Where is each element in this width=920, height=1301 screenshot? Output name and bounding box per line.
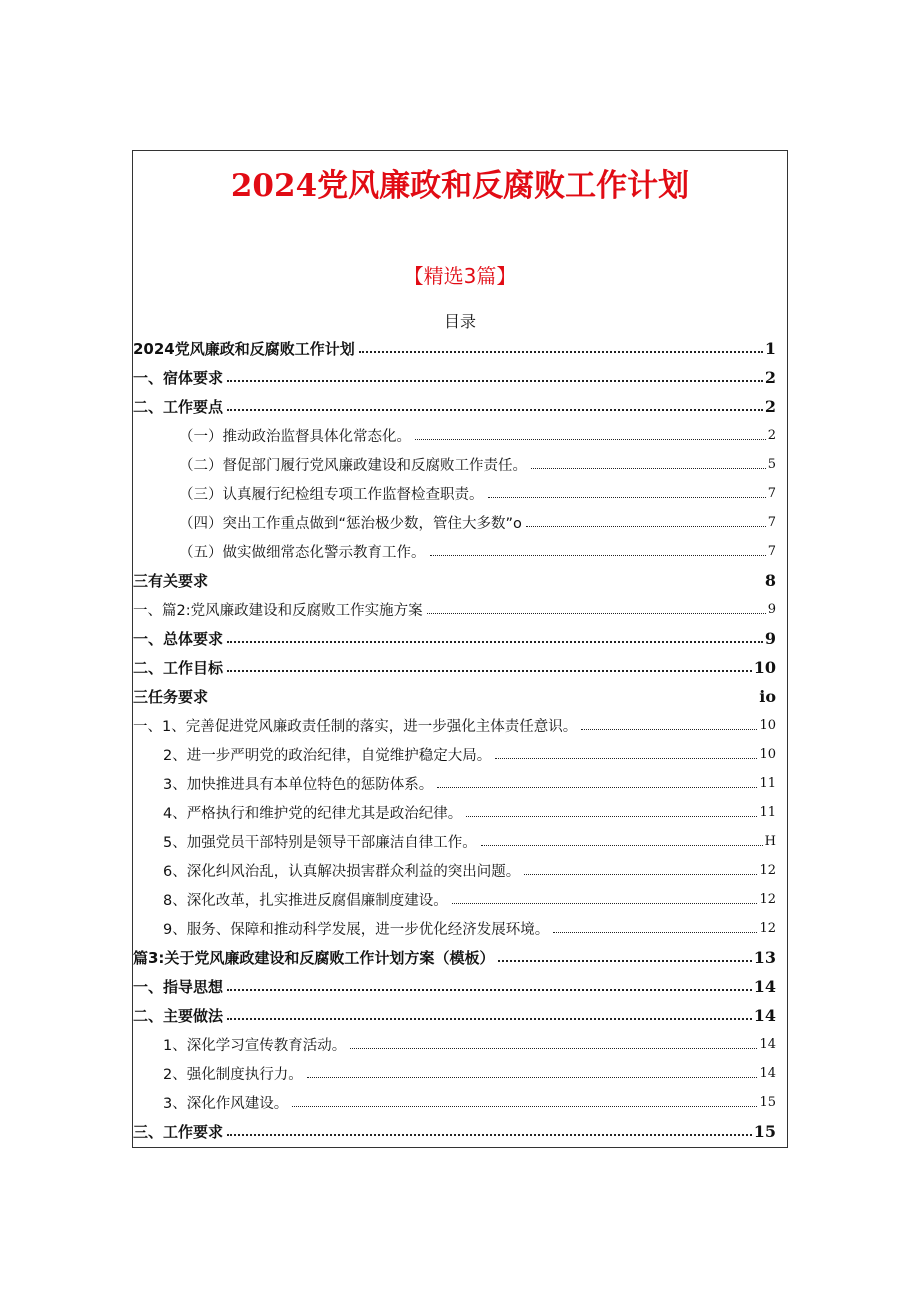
- toc-entry[interactable]: [133, 479, 776, 508]
- toc-entry[interactable]: [133, 624, 776, 653]
- toc-entry[interactable]: [133, 798, 776, 827]
- toc-entry-page: 10: [759, 718, 776, 733]
- toc-entry[interactable]: [133, 1088, 776, 1117]
- dot-leader: [227, 1005, 752, 1020]
- toc-entry[interactable]: [133, 595, 776, 624]
- toc-entry-title: 一、1、完善促进党风廉政责任制的落实，进一步强化主体责任意识。: [133, 719, 578, 735]
- toc-entry[interactable]: [133, 508, 776, 537]
- table-of-contents: [133, 334, 776, 1146]
- toc-entry[interactable]: [133, 711, 776, 740]
- toc-entry-title: 一、篇2:党风廉政建设和反腐败工作实施方案: [133, 603, 423, 619]
- toc-entry-title: 3、加快推进具有本单位特色的惩防体系。: [163, 777, 434, 793]
- toc-entry-page: 13: [753, 948, 776, 967]
- toc-entry-title: 2、强化制度执行力。: [163, 1067, 303, 1083]
- toc-entry-title: 9、服务、保障和推动科学发展，进一步优化经济发展环境。: [163, 922, 550, 938]
- dot-leader: [427, 600, 766, 614]
- toc-entry-title: （三）认真履行纪检组专项工作监督检查职责。: [179, 487, 484, 503]
- dot-leader: [466, 803, 757, 817]
- toc-entry-page: 14: [753, 977, 776, 996]
- toc-entry-title: （二）督促部门履行党风廉政建设和反腐败工作责任。: [179, 458, 527, 474]
- toc-entry-title: 2、进一步严明党的政治纪律，自觉维护稳定大局。: [163, 748, 492, 764]
- toc-entry-page: 15: [753, 1122, 776, 1141]
- toc-entry[interactable]: [133, 421, 776, 450]
- toc-entry-title: （四）突出工作重点做到“惩治极少数，管住大多数”o: [179, 516, 522, 532]
- toc-entry-title: 8、深化改革，扎实推进反腐倡廉制度建设。: [163, 893, 448, 909]
- toc-entry[interactable]: [133, 1117, 776, 1146]
- toc-entry-page: 10: [753, 658, 776, 677]
- dot-leader: [350, 1035, 757, 1049]
- toc-entry-page: 2: [764, 397, 776, 416]
- dot-leader: [524, 861, 757, 875]
- toc-entry-page: 12: [759, 863, 776, 878]
- toc-entry[interactable]: [133, 1001, 776, 1030]
- dot-leader: [359, 338, 763, 353]
- toc-entry[interactable]: [133, 827, 776, 856]
- toc-entry[interactable]: [133, 856, 776, 885]
- toc-entry-page: 1: [764, 339, 776, 358]
- dot-leader: [495, 745, 757, 759]
- toc-entry-title: 三、工作要求: [133, 1123, 224, 1141]
- toc-entry-page: 9: [767, 602, 776, 617]
- toc-entry-title: 一、宿体要求: [133, 369, 224, 387]
- toc-entry-page: 14: [759, 1066, 776, 1081]
- toc-entry[interactable]: [133, 682, 776, 711]
- toc-entry-page: io: [759, 687, 776, 706]
- dot-leader: [488, 484, 766, 498]
- dot-leader: [292, 1093, 757, 1107]
- toc-entry[interactable]: [133, 334, 776, 363]
- toc-entry-page: 14: [759, 1037, 776, 1052]
- toc-entry-title: （五）做实做细常态化警示教育工作。: [179, 545, 426, 561]
- toc-entry-title: 二、工作目标: [133, 659, 224, 677]
- toc-entry-title: 6、深化纠风治乱，认真解决损害群众利益的突出问题。: [163, 864, 521, 880]
- toc-entry-title: 篇3:关于党风廉政建设和反腐败工作计划方案（模板）: [133, 949, 495, 967]
- toc-entry[interactable]: [133, 566, 776, 595]
- toc-entry-page: 9: [764, 629, 776, 648]
- document-subtitle: 【精选3篇】: [403, 264, 517, 288]
- toc-entry-title: （一）推动政治监督具体化常态化。: [179, 429, 411, 445]
- toc-entry[interactable]: [133, 1059, 776, 1088]
- dot-leader: [430, 542, 766, 556]
- toc-entry[interactable]: [133, 885, 776, 914]
- toc-entry[interactable]: [133, 653, 776, 682]
- dot-leader: [227, 396, 763, 411]
- toc-entry[interactable]: [133, 537, 776, 566]
- document-title: 2024党风廉政和反腐败工作计划: [230, 168, 690, 204]
- dot-leader: [227, 628, 763, 643]
- toc-entry-page: 10: [759, 747, 776, 762]
- toc-entry-title: 二、工作要点: [133, 398, 224, 416]
- toc-entry-title: 三有关要求: [133, 572, 209, 590]
- dot-leader: [531, 455, 766, 469]
- toc-entry[interactable]: [133, 392, 776, 421]
- toc-entry-page: 15: [759, 1095, 776, 1110]
- toc-entry[interactable]: [133, 769, 776, 798]
- toc-entry-page: 11: [759, 776, 776, 791]
- toc-entry-title: 5、加强党员干部特别是领导干部廉洁自律工作。: [163, 835, 477, 851]
- toc-entry-page: 7: [767, 515, 776, 530]
- toc-entry-page: 14: [753, 1006, 776, 1025]
- dot-leader: [452, 890, 758, 904]
- toc-entry-title: 三任务要求: [133, 688, 209, 706]
- toc-entry-title: 1、深化学习宣传教育活动。: [163, 1038, 347, 1054]
- dot-leader: [581, 716, 757, 730]
- toc-entry-page: 8: [764, 571, 776, 590]
- toc-entry-page: 12: [759, 921, 776, 936]
- toc-entry-title: 一、指导思想: [133, 978, 224, 996]
- toc-entry[interactable]: [133, 363, 776, 392]
- toc-entry-title: 二、主要做法: [133, 1007, 224, 1025]
- toc-entry-page: 5: [767, 457, 776, 472]
- toc-entry[interactable]: [133, 914, 776, 943]
- toc-entry-page: 11: [759, 805, 776, 820]
- dot-leader: [481, 832, 763, 846]
- dot-leader: [553, 919, 757, 933]
- dot-leader: [227, 1121, 752, 1136]
- toc-entry[interactable]: [133, 450, 776, 479]
- toc-entry-page: 2: [764, 368, 776, 387]
- dot-leader: [498, 947, 751, 962]
- toc-entry-title: 3、深化作风建设。: [163, 1096, 289, 1112]
- toc-entry-title: 4、严格执行和维护党的纪律尤其是政治纪律。: [163, 806, 463, 822]
- toc-entry-title: 一、总体要求: [133, 630, 224, 648]
- dot-leader: [415, 426, 766, 440]
- dot-leader: [526, 513, 766, 527]
- toc-entry-page: 2: [767, 428, 776, 443]
- dot-leader: [307, 1064, 758, 1078]
- toc-entry-title: 2024党风廉政和反腐败工作计划: [133, 340, 355, 358]
- toc-heading: 目录: [443, 312, 476, 331]
- toc-entry-page: H: [764, 834, 776, 849]
- dot-leader: [227, 367, 763, 382]
- toc-entry-page: 7: [767, 544, 776, 559]
- toc-entry[interactable]: [133, 943, 776, 972]
- toc-entry-page: 7: [767, 486, 776, 501]
- dot-leader: [437, 774, 757, 788]
- toc-entry[interactable]: [133, 1030, 776, 1059]
- toc-entry-page: 12: [759, 892, 776, 907]
- toc-entry[interactable]: [133, 972, 776, 1001]
- dot-leader: [227, 657, 752, 672]
- toc-entry[interactable]: [133, 740, 776, 769]
- dot-leader: [227, 976, 752, 991]
